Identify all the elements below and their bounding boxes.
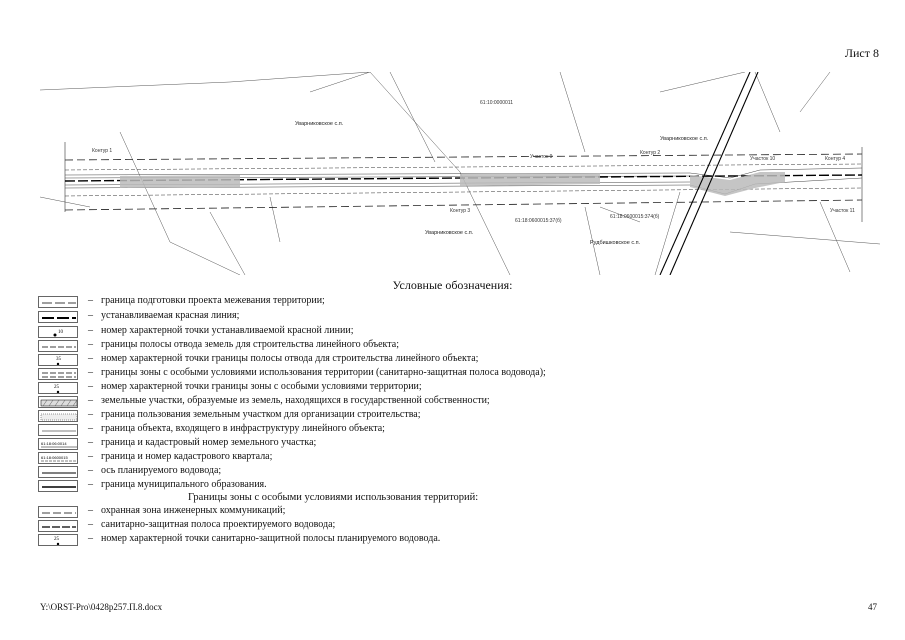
legend-symbol <box>38 368 78 380</box>
legend-symbol <box>38 340 78 352</box>
map-label: 61:10:0000011 <box>480 100 513 106</box>
map-label: Уварниковское с.п. <box>295 121 344 127</box>
svg-text:61:18:0600015: 61:18:0600015 <box>41 455 68 460</box>
legend-subheading: Границы зоны с особыми условиями использования территорий: <box>188 492 479 503</box>
map-label: Участок 9 <box>530 154 553 160</box>
svg-text:61:18:06:0014: 61:18:06:0014 <box>41 441 67 446</box>
legend-symbol <box>38 466 78 478</box>
map-label: Рудбишковское с.п. <box>590 240 641 246</box>
page-number: 47 <box>868 602 877 612</box>
map-label: Уварниковское с.п. <box>660 136 709 142</box>
svg-text:25: 25 <box>54 385 59 390</box>
map-label: 61:18:0600015:374(б) <box>610 214 660 220</box>
file-path: Y:\ORST-Pro\0428p257.П.8.docx <box>40 602 163 612</box>
legend-title: Условные обозначения: <box>392 278 513 292</box>
legend-symbol <box>38 480 78 492</box>
map-label: Контур 3 <box>450 208 471 214</box>
map-label: Контур 2 <box>640 150 661 156</box>
svg-text:25: 25 <box>54 537 59 542</box>
map-label: Участок 10 <box>750 156 776 162</box>
legend-symbol <box>38 354 78 366</box>
map-label: Контур 4 <box>825 156 846 162</box>
legend-symbol <box>38 311 78 323</box>
site-plan-map <box>40 72 880 275</box>
map-label: Участок 11 <box>830 208 855 214</box>
legend-symbol <box>38 382 78 394</box>
svg-text:35: 35 <box>56 357 61 362</box>
legend-symbol <box>38 452 78 464</box>
legend-symbol <box>38 424 78 436</box>
sheet-label: Лист 8 <box>844 46 879 60</box>
legend-symbol <box>38 534 78 546</box>
legend-symbol <box>38 438 78 450</box>
legend-symbol <box>38 520 78 532</box>
legend-symbol <box>38 410 78 422</box>
legend-symbol <box>38 296 78 308</box>
svg-text:10: 10 <box>58 330 63 335</box>
map-label: Контур 1 <box>92 148 113 154</box>
map-label: 61:18:0600015:37(б) <box>515 218 562 224</box>
map-label: Уварниковское с.п. <box>425 230 474 236</box>
legend-symbol <box>38 506 78 518</box>
legend-symbol <box>38 396 78 408</box>
legend-symbol <box>38 326 78 338</box>
